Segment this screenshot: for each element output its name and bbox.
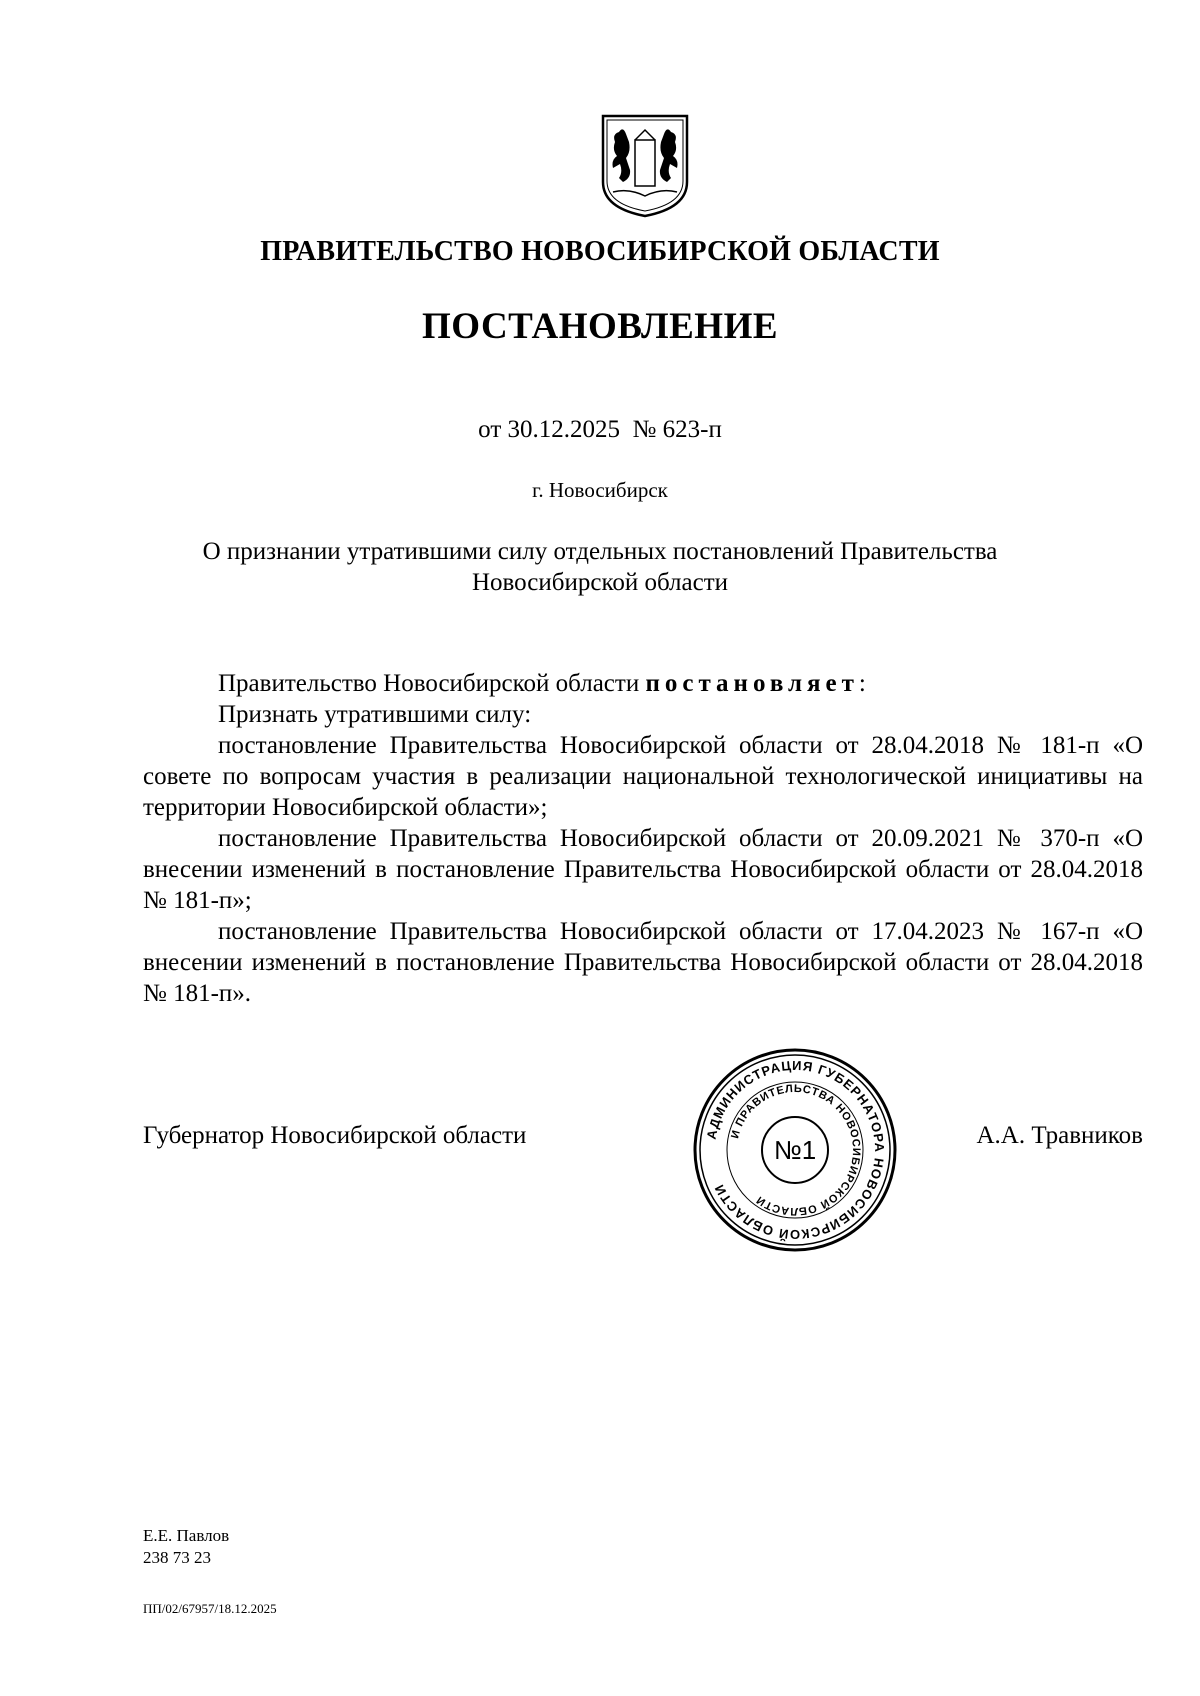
repealed-item-3: постановление Правительства Новосибирской области от 17.04.2023 № 167-п «О внесении изменений в постановление Правительства Новосибирской области от 28.04.2018 № 181-п». bbox=[143, 918, 1143, 1007]
executor-name: Е.Е. Павлов bbox=[143, 1526, 230, 1545]
date-and-number: от 30.12.2025 № 623-п bbox=[478, 416, 722, 443]
executor-phone: 238 73 23 bbox=[143, 1548, 211, 1567]
intro-suffix: : bbox=[858, 670, 866, 697]
organization-title: ПРАВИТЕЛЬСТВО НОВОСИБИРСКОЙ ОБЛАСТИ bbox=[260, 236, 940, 267]
city: г. Новосибирск bbox=[532, 478, 668, 502]
signer-position: Губернатор Новосибирской области bbox=[143, 1122, 527, 1149]
document-body bbox=[143, 668, 1143, 1009]
coat-of-arms-emblem bbox=[599, 112, 691, 218]
title-line-1: О признании утратившими силу отдельных постановлений Правительства bbox=[202, 538, 998, 565]
repealed-item-2: постановление Правительства Новосибирской области от 20.09.2021 № 370-п «О внесении изменений в постановление Правительства Новосибирской области от 28.04.2018 № 181-п»; bbox=[143, 825, 1143, 914]
document-footer-code: ПП/02/67957/18.12.2025 bbox=[143, 1601, 277, 1616]
seal-number: №1 bbox=[773, 1135, 817, 1165]
title-line-2: Новосибирской области bbox=[471, 569, 729, 596]
document-title bbox=[0, 536, 1200, 598]
repealed-item-1: постановление Правительства Новосибирской области от 28.04.2018 № 181-п «О совете по вопросам участия в реализации национальной технологической инициативы на территории Новосибирской области»; bbox=[143, 732, 1143, 821]
intro-spaced-verb: постановляет bbox=[645, 670, 859, 697]
intro-paragraph bbox=[143, 668, 1143, 699]
document-type: ПОСТАНОВЛЕНИЕ bbox=[421, 306, 779, 347]
seal-outer-text: АДМИНИСТРАЦИЯ ГУБЕРНАТОРА НОВОСИБИРСКОЙ ОБЛАСТИ bbox=[703, 1057, 888, 1243]
executor-block bbox=[143, 1525, 229, 1569]
official-seal bbox=[690, 1045, 900, 1255]
signer-name: А.А. Травников bbox=[976, 1122, 1143, 1149]
intro-prefix: Правительство Новосибирской области bbox=[218, 670, 646, 697]
recognize-paragraph: Признать утратившими силу: bbox=[218, 701, 532, 728]
seal-inner-text: И ПРАВИТЕЛЬСТВА НОВОСИБИРСКОЙ ОБЛАСТИ bbox=[729, 1082, 863, 1218]
